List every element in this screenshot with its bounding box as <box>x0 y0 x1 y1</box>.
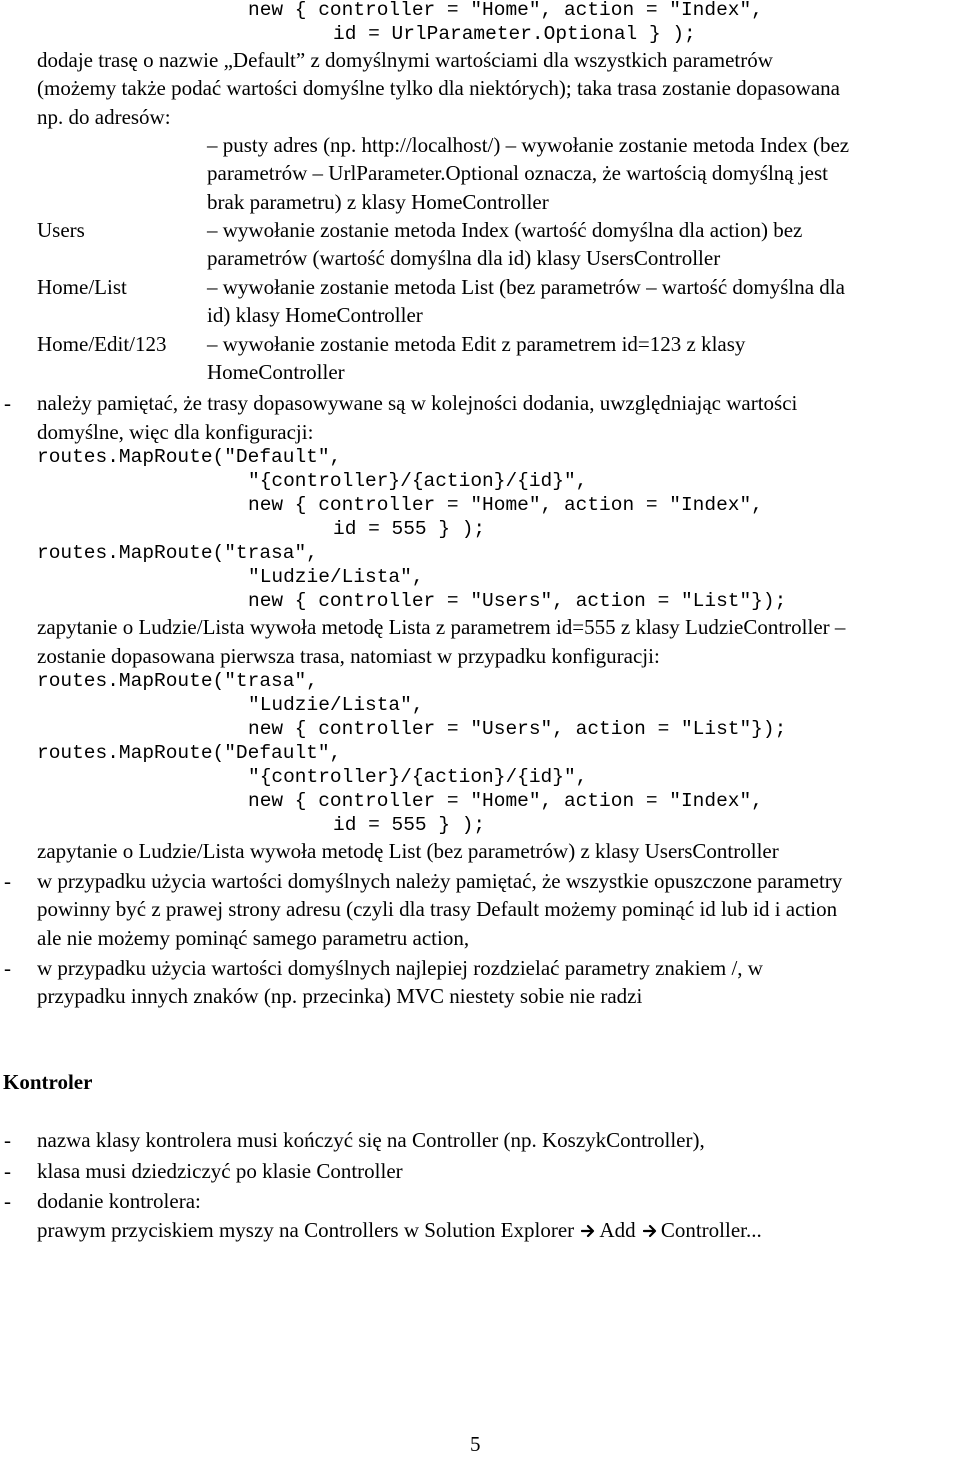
example-line: – wywołanie zostanie metoda Index (wartość domyślna dla action) bez <box>207 218 803 242</box>
instruction-step: Add <box>599 1218 636 1242</box>
page-number: 5 <box>470 1432 481 1456</box>
code-line: "{controller}/{action}/{id}", <box>248 766 588 788</box>
bullet-text: domyślne, więc dla konfiguracji: <box>37 420 314 444</box>
example-line: – wywołanie zostanie metoda Edit z parametrem id=123 z klasy <box>207 332 746 356</box>
example-line: id) klasy HomeController <box>207 303 423 327</box>
example-line: HomeController <box>207 360 345 384</box>
code-line: routes.MapRoute("Default", <box>37 742 342 764</box>
section-heading: Kontroler <box>3 1070 93 1094</box>
bullet-text: klasa musi dziedziczyć po klasie Controller <box>37 1159 403 1183</box>
bullet-text: przypadku innych znaków (np. przecinka) MVC niestety sobie nie radzi <box>37 984 643 1008</box>
example-term: Users <box>37 218 85 242</box>
paragraph-line: (możemy także podać wartości domyślne tylko dla niektórych); taka trasa zostanie dopasowana <box>37 76 840 100</box>
code-line: new { controller = "Users", action = "List"}); <box>248 718 787 740</box>
code-line: id = UrlParameter.Optional } ); <box>333 23 696 45</box>
paragraph-line: zostanie dopasowana pierwsza trasa, natomiast w przypadku konfiguracji: <box>37 644 660 668</box>
example-line: – wywołanie zostanie metoda List (bez parametrów – wartość domyślna dla <box>207 275 845 299</box>
example-line: brak parametru) z klasy HomeController <box>207 190 549 214</box>
bullet-dash: - <box>4 1159 11 1183</box>
paragraph-line: zapytanie o Ludzie/Lista wywoła metodę List (bez parametrów) z klasy UsersController <box>37 839 779 863</box>
bullet-dash: - <box>4 1128 11 1152</box>
bullet-dash: - <box>4 391 11 415</box>
bullet-dash: - <box>4 869 11 893</box>
code-line: routes.MapRoute("trasa", <box>37 670 318 692</box>
code-line: routes.MapRoute("trasa", <box>37 542 318 564</box>
instruction-step: Controller... <box>660 1218 762 1242</box>
code-line: new { controller = "Users", action = "List"}); <box>248 590 787 612</box>
right-arrow-icon <box>581 1224 595 1238</box>
bullet-text: w przypadku użycia wartości domyślnych należy pamiętać, że wszystkie opuszczone parametry <box>37 869 843 893</box>
code-line: new { controller = "Home", action = "Index", <box>248 790 763 812</box>
bullet-text: dodanie kontrolera: <box>37 1189 201 1213</box>
instruction-prefix: prawym przyciskiem myszy na Controllers w Solution Explorer <box>37 1218 575 1242</box>
bullet-text: należy pamiętać, że trasy dopasowywane są w kolejności dodania, uwzględniając wartości <box>37 391 798 415</box>
bullet-text: ale nie możemy pominąć samego parametru action, <box>37 926 470 950</box>
code-line: new { controller = "Home", action = "Index", <box>248 0 763 21</box>
code-line: routes.MapRoute("Default", <box>37 446 342 468</box>
bullet-text: w przypadku użycia wartości domyślnych najlepiej rozdzielać parametry znakiem /, w <box>37 956 763 980</box>
code-line: id = 555 } ); <box>333 518 486 540</box>
example-term: Home/List <box>37 275 127 299</box>
example-line: – pusty adres (np. http://localhost/) – wywołanie zostanie metoda Index (bez <box>207 133 850 157</box>
right-arrow-icon <box>643 1224 657 1238</box>
example-line: parametrów – UrlParameter.Optional oznacza, że wartością domyślną jest <box>207 161 829 185</box>
bullet-dash: - <box>4 956 11 980</box>
example-line: parametrów (wartość domyślna dla id) klasy UsersController <box>207 246 721 270</box>
paragraph-line: dodaje trasę o nazwie „Default” z domyślnymi wartościami dla wszystkich parametrów <box>37 48 773 72</box>
code-line: "Ludzie/Lista", <box>248 694 424 716</box>
bullet-text: powinny być z prawej strony adresu (czyli dla trasy Default możemy pominąć id lub id i action <box>37 897 838 921</box>
code-line: id = 555 } ); <box>333 814 486 836</box>
example-term: Home/Edit/123 <box>37 332 167 356</box>
code-line: new { controller = "Home", action = "Index", <box>248 494 763 516</box>
paragraph-line: zapytanie o Ludzie/Lista wywoła metodę Lista z parametrem id=555 z klasy LudzieController – <box>37 615 846 639</box>
instruction-line <box>37 1217 762 1243</box>
paragraph-line: np. do adresów: <box>37 105 171 129</box>
bullet-dash: - <box>4 1189 11 1213</box>
code-line: "{controller}/{action}/{id}", <box>248 470 588 492</box>
bullet-text: nazwa klasy kontrolera musi kończyć się na Controller (np. KoszykController), <box>37 1128 705 1152</box>
code-line: "Ludzie/Lista", <box>248 566 424 588</box>
